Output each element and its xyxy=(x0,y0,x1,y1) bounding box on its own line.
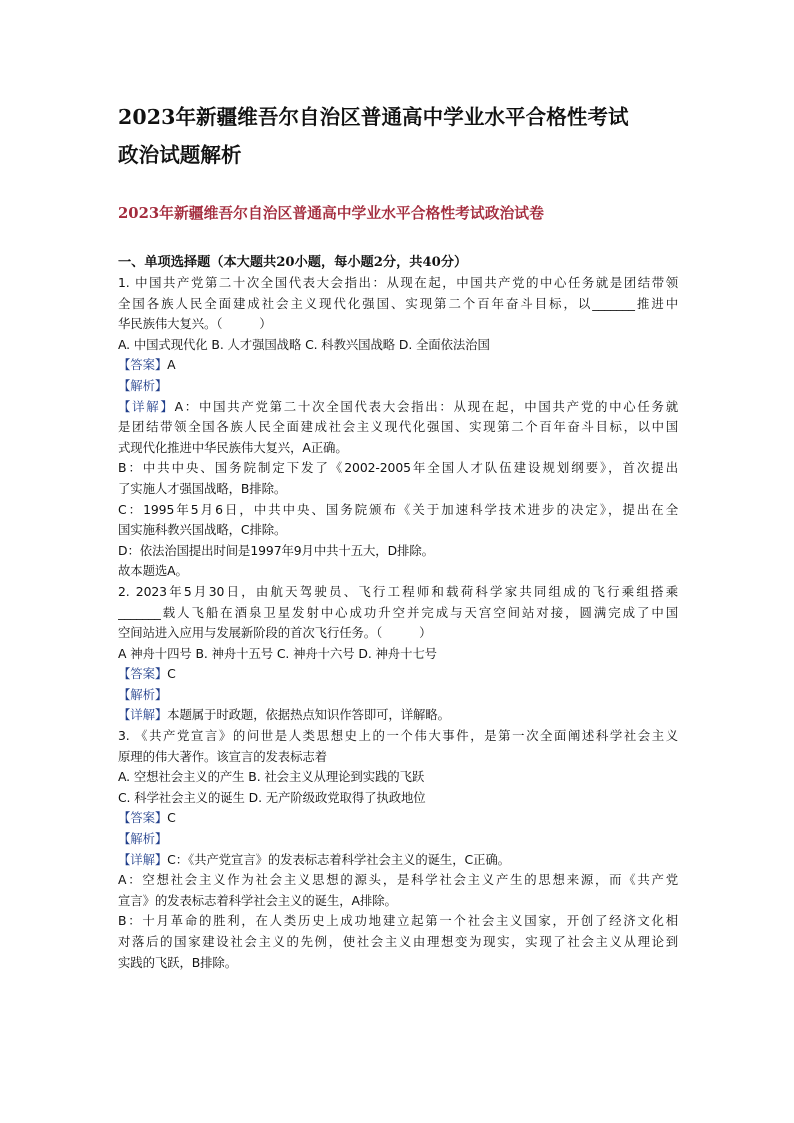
text-line: C：1995年5月6日，中共中央、国务院颁布《关于加速科学技术进步的决定》，提出在全 xyxy=(118,501,678,517)
bracket-tag: 【答案】 xyxy=(118,810,168,826)
text-line xyxy=(118,829,678,850)
text-line: 【答案】A xyxy=(118,357,176,373)
text-line: 【答案】C xyxy=(118,810,176,826)
bracket-tag: 【详解】 xyxy=(118,398,175,414)
text-line: C. 科学社会主义的诞生 D. 无产阶级政党取得了执政地位 xyxy=(118,789,426,805)
text-line: A. 空想社会主义的产生 B. 社会主义从理论到实践的飞跃 xyxy=(118,769,425,785)
text-line: 华民族伟大复兴。（ ） xyxy=(118,316,272,332)
text-line xyxy=(118,685,678,706)
bracket-tag: 【解析】 xyxy=(118,377,168,393)
text-line: 是团结带领全国各族人民全面建成社会主义现代化强国、实现第二个百年奋斗目标，以中国 xyxy=(118,419,678,435)
text-line: D：依法治国提出时间是1997年9月中共十五大，D排除。 xyxy=(118,542,434,558)
text-line: A：空想社会主义作为社会主义思想的源头，是科学社会主义产生的思想来源，而《共产党 xyxy=(118,872,678,888)
text-line: 【详解】A：中国共产党第二十次全国代表大会指出：从现在起，中国共产党的中心任务就 xyxy=(118,398,678,414)
text-line: 全国各族人民全面建成社会主义现代化强国、实现第二个百年奋斗目标，以_______推进中 xyxy=(118,295,678,311)
text-line: 空间站进入应用与发展新阶段的首次飞行任务。（ ） xyxy=(118,625,432,641)
bracket-tag: 【解析】 xyxy=(118,831,168,847)
section-heading: 一、单项选择题（本大题共20小题，每小题2分，共40分） xyxy=(118,255,468,270)
bracket-tag: 【详解】 xyxy=(118,851,168,867)
text-line: 3. 《共产党宣言》的问世是人类思想史上的一个伟大事件，是第一次全面阐述科学社会主义 xyxy=(118,728,678,744)
question-content xyxy=(118,273,678,973)
text-line: 式现代化推进中华民族伟大复兴，A正确。 xyxy=(118,439,348,455)
text-line: B：中共中央、国务院制定下发了《2002-2005年全国人才队伍建设规划纲要》，首次提出 xyxy=(118,460,678,476)
text-line: 【详解】本题属于时政题，依据热点知识作答即可，详解略。 xyxy=(118,707,450,723)
text-line xyxy=(118,376,678,397)
text-line: 1. 中国共产党第二十次全国代表大会指出：从现在起，中国共产党的中心任务就是团结带领 xyxy=(118,275,678,290)
exam-subtitle: 2023年新疆维吾尔自治区普通高中学业水平合格性考试政治试卷 xyxy=(118,205,544,222)
text-line: B：十月革命的胜利，在人类历史上成功地建立起第一个社会主义国家，开创了经济文化相 xyxy=(118,913,678,929)
text-line: _______载人飞船在酒泉卫星发射中心成功升空并完成与天宫空间站对接，圆满完成了中国 xyxy=(118,604,678,620)
text-line: 故本题选A。 xyxy=(118,563,188,579)
title-line-1: 2023年新疆维吾尔自治区普通高中学业水平合格性考试 xyxy=(118,105,629,129)
bracket-tag: 【答案】 xyxy=(118,666,168,682)
text-line: 实践的飞跃，B排除。 xyxy=(118,954,238,970)
bracket-tag: 【答案】 xyxy=(118,357,168,373)
text-line: 了实施人才强国战略，B排除。 xyxy=(118,480,287,496)
text-line: 国实施科教兴国战略，C排除。 xyxy=(118,522,287,538)
text-line: 原理的伟大著作。该宣言的发表标志着 xyxy=(118,748,327,764)
text-line: A. 中国式现代化 B. 人才强国战略 C. 科教兴国战略 D. 全面依法治国 xyxy=(118,336,490,352)
text-line: 【详解】C：《共产党宣言》的发表标志着科学社会主义的诞生，C正确。 xyxy=(118,851,510,867)
text-line: A 神舟十四号 B. 神舟十五号 C. 神舟十六号 D. 神舟十七号 xyxy=(118,645,437,661)
document-page xyxy=(118,98,678,973)
title-line-2: 政治试题解析 xyxy=(118,143,242,167)
bracket-tag: 【解析】 xyxy=(118,686,168,702)
text-line: 对落后的国家建设社会主义的先例，使社会主义由理想变为现实，实现了社会主义从理论到 xyxy=(118,934,678,949)
text-line: 宣言》的发表标志着科学社会主义的诞生，A排除。 xyxy=(118,892,397,908)
text-line: 【答案】C xyxy=(118,666,176,682)
bracket-tag: 【详解】 xyxy=(118,707,168,723)
document-title xyxy=(118,98,678,174)
text-line: 2. 2023年5月30日，由航天驾驶员、飞行工程师和载荷科学家共同组成的飞行乘组搭乘 xyxy=(118,583,678,599)
